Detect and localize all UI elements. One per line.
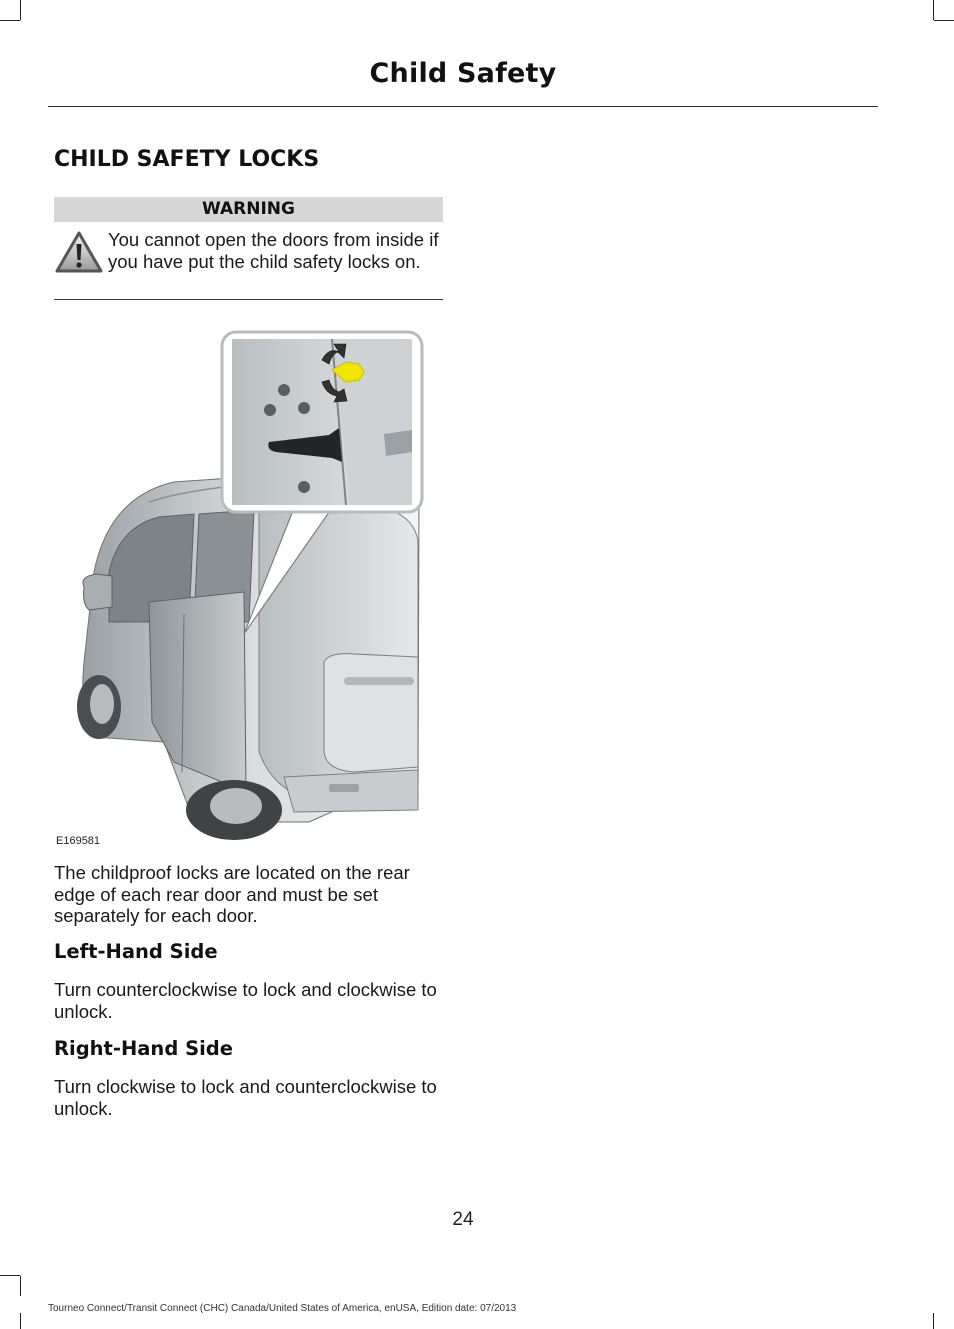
crop-mark <box>20 1276 21 1296</box>
left-hand-side-heading: Left-Hand Side <box>54 940 218 963</box>
warning-divider <box>54 299 443 300</box>
crop-mark <box>20 1313 21 1329</box>
warning-triangle-icon <box>54 230 104 274</box>
crop-mark <box>933 1313 934 1329</box>
crop-mark <box>934 20 954 21</box>
crop-mark <box>933 0 934 20</box>
section-title: CHILD SAFETY LOCKS <box>54 147 320 172</box>
warning-text: You cannot open the doors from inside if you have put the child safety locks on. <box>108 229 439 272</box>
right-hand-side-text: Turn clockwise to lock and counterclockwise to unlock. <box>54 1076 437 1119</box>
intro-paragraph: The childproof locks are located on the rear edge of each rear door and must be set separately for each door. <box>54 862 410 926</box>
page-number: 24 <box>452 1209 474 1230</box>
crop-mark <box>0 20 20 21</box>
page-title: Child Safety <box>369 58 557 89</box>
figure-id: E169581 <box>56 835 101 847</box>
crop-mark <box>0 1275 20 1276</box>
right-hand-side-heading: Right-Hand Side <box>54 1037 233 1060</box>
title-divider <box>48 106 878 107</box>
left-hand-side-text: Turn counterclockwise to lock and clockwise to unlock. <box>54 979 437 1022</box>
footer-edition: Tourneo Connect/Transit Connect (CHC) Canada/United States of America, enUSA, Edition date: 07/2013 <box>48 1303 517 1314</box>
child-lock-illustration <box>54 322 443 842</box>
warning-label: WARNING <box>54 197 443 222</box>
crop-mark <box>20 0 21 20</box>
